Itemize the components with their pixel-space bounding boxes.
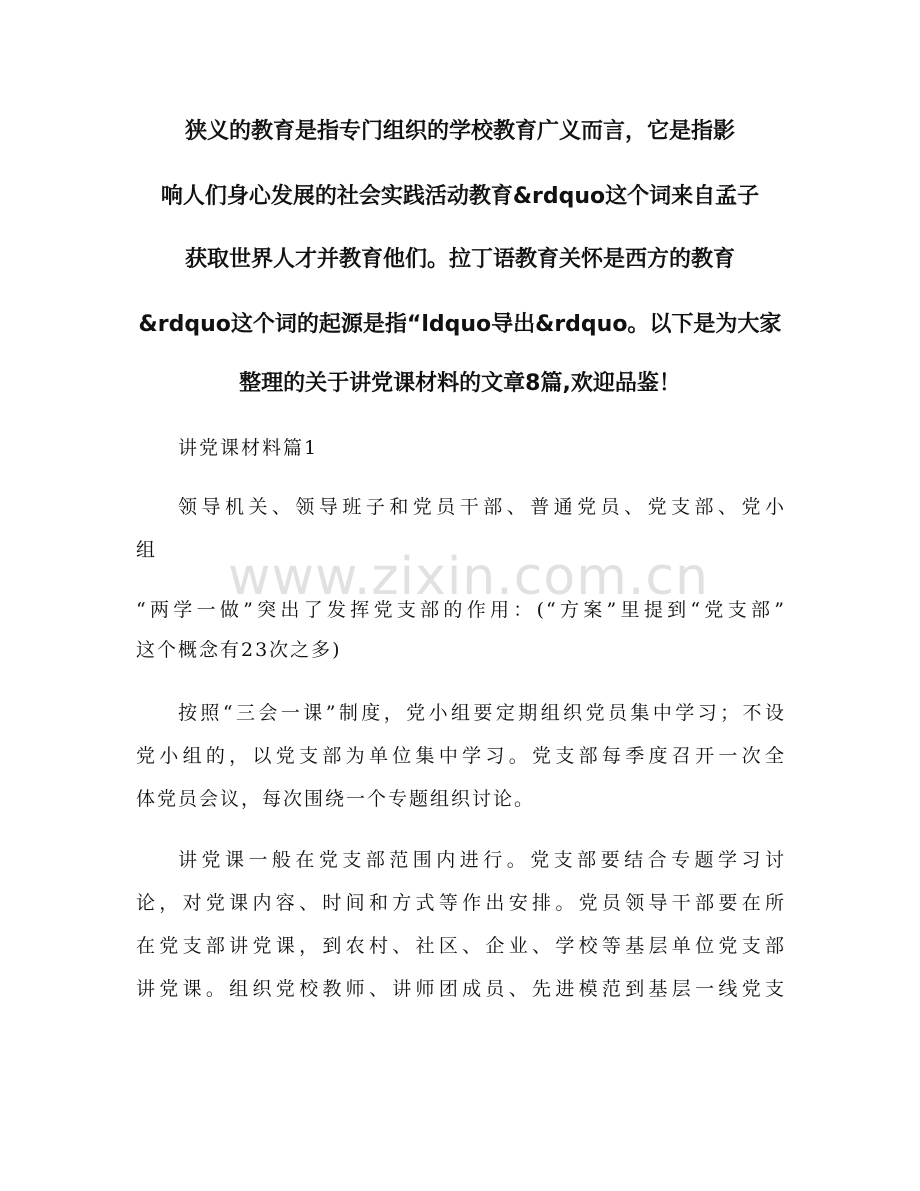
intro-line: 狭义的教育是指专门组织的学校教育广义而言，它是指影 [184, 119, 735, 144]
intro-line: &rdquo这个词的起源是指“ldquo导出&rdquo。以下是为大家 [138, 312, 782, 337]
paragraph-line: 这个概念有23次之多) [136, 639, 342, 661]
paragraph-line: “两学一做”突出了发挥党支部的作用：(“方案”里提到“党支部” [136, 599, 786, 621]
paragraph-line: 组 [136, 539, 158, 561]
paragraph-line: 讲党课。组织党校教师、讲师团成员、先进模范到基层一线党支 [136, 978, 786, 1000]
paragraph-line: 论，对党课内容、时间和方式等作出安排。党员领导干部要在所 [136, 892, 786, 914]
paragraph-line: 在党支部讲党课，到农村、社区、企业、学校等基层单位党支部 [136, 935, 786, 957]
paragraph-line: 体党员会议，每次围绕一个专题组织讨论。 [136, 788, 536, 810]
paragraph-line: 讲党课一般在党支部范围内进行。党支部要结合专题学习讨 [178, 849, 786, 871]
intro-line: 响人们身心发展的社会实践活动教育&rdquo这个词来自孟子 [160, 184, 760, 209]
section-heading: 讲党课材料篇1 [178, 437, 319, 459]
paragraph-line: 党小组的，以党支部为单位集中学习。党支部每季度召开一次全 [136, 745, 786, 767]
intro-line: 整理的关于讲党课材料的文章8篇,欢迎品鉴！ [239, 371, 681, 396]
intro-line: 获取世界人才并教育他们。拉丁语教育关怀是西方的教育 [184, 247, 735, 272]
paragraph-line: 按照“三会一课”制度，党小组要定期组织党员集中学习；不设 [178, 702, 786, 724]
watermark: www.zixin.com.cn [228, 547, 709, 607]
paragraph-line: 领导机关、领导班子和党员干部、普通党员、党支部、党小 [178, 496, 786, 518]
